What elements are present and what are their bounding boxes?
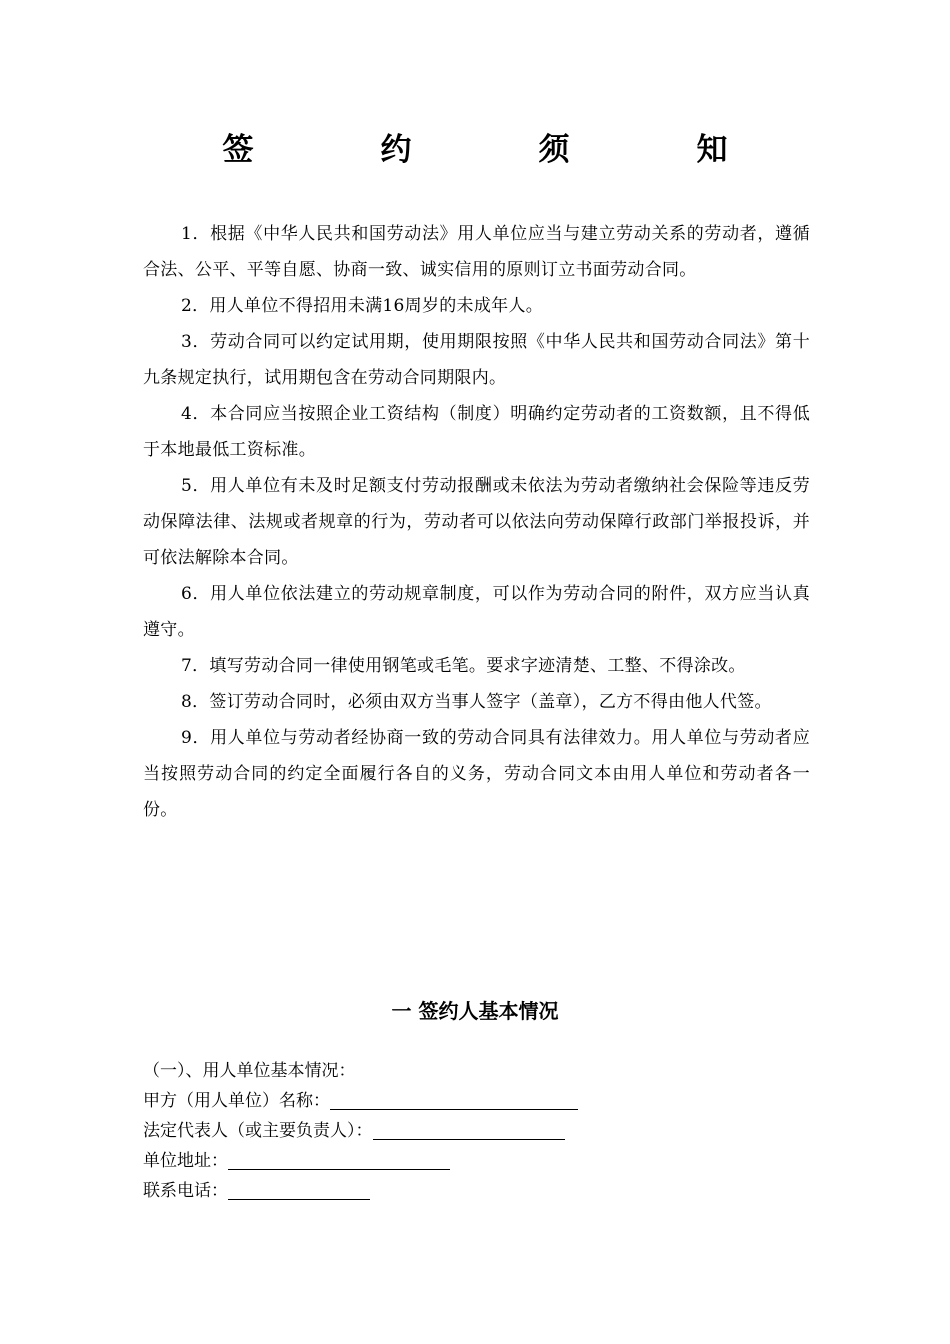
notice-item-1: 1．根据《中华人民共和国劳动法》用人单位应当与建立劳动关系的劳动者，遵循合法、公平、平等自愿、协商一致、诚实信用的原则订立书面劳动合同。 <box>143 224 810 280</box>
phone-label: 联系电话： <box>143 1181 228 1201</box>
employer-info-form <box>143 1056 810 1206</box>
phone-row <box>143 1176 810 1206</box>
notice-list <box>143 216 810 828</box>
notice-item-7: 7．填写劳动合同一律使用钢笔或毛笔。要求字迹清楚、工整、不得涂改。 <box>181 656 746 676</box>
notice-item-2: 2．用人单位不得招用未满16周岁的未成年人。 <box>181 296 544 316</box>
notice-item-9: 9．用人单位与劳动者经协商一致的劳动合同具有法律效力。用人单位与劳动者应当按照劳动合同的约定全面履行各自的义务，劳动合同文本由用人单位和劳动者各一份。 <box>143 728 810 820</box>
legal-representative-row <box>143 1116 810 1146</box>
employer-name-label: 甲方（用人单位）名称： <box>143 1091 330 1111</box>
legal-representative-field[interactable] <box>373 1119 565 1140</box>
section-heading: 一 签约人基本情况 <box>391 999 559 1023</box>
employer-info-subheading <box>143 1056 810 1086</box>
address-field[interactable] <box>228 1149 450 1170</box>
subheading-label: （一）、用人单位基本情况： <box>143 1061 356 1081</box>
notice-item-3: 3．劳动合同可以约定试用期，使用期限按照《中华人民共和国劳动合同法》第十九条规定执行，试用期包含在劳动合同期限内。 <box>143 332 810 388</box>
notice-item-4: 4．本合同应当按照企业工资结构（制度）明确约定劳动者的工资数额，且不得低于本地最低工资标准。 <box>143 404 810 460</box>
notice-item-5: 5．用人单位有未及时足额支付劳动报酬或未依法为劳动者缴纳社会保险等违反劳动保障法律、法规或者规章的行为，劳动者可以依法向劳动保障行政部门举报投诉，并可依法解除本合同。 <box>143 476 810 568</box>
employer-name-field[interactable] <box>330 1089 578 1110</box>
address-label: 单位地址： <box>143 1151 228 1171</box>
phone-field[interactable] <box>228 1179 370 1200</box>
employer-name-row <box>143 1086 810 1116</box>
legal-representative-label: 法定代表人（或主要负责人）： <box>143 1121 373 1141</box>
notice-item-8: 8．签订劳动合同时，必须由双方当事人签字（盖章），乙方不得由他人代签。 <box>181 692 772 712</box>
page-title: 签 约 须 知 <box>222 132 776 168</box>
notice-item-6: 6．用人单位依法建立的劳动规章制度，可以作为劳动合同的附件，双方应当认真遵守。 <box>143 584 810 640</box>
address-row <box>143 1146 810 1176</box>
